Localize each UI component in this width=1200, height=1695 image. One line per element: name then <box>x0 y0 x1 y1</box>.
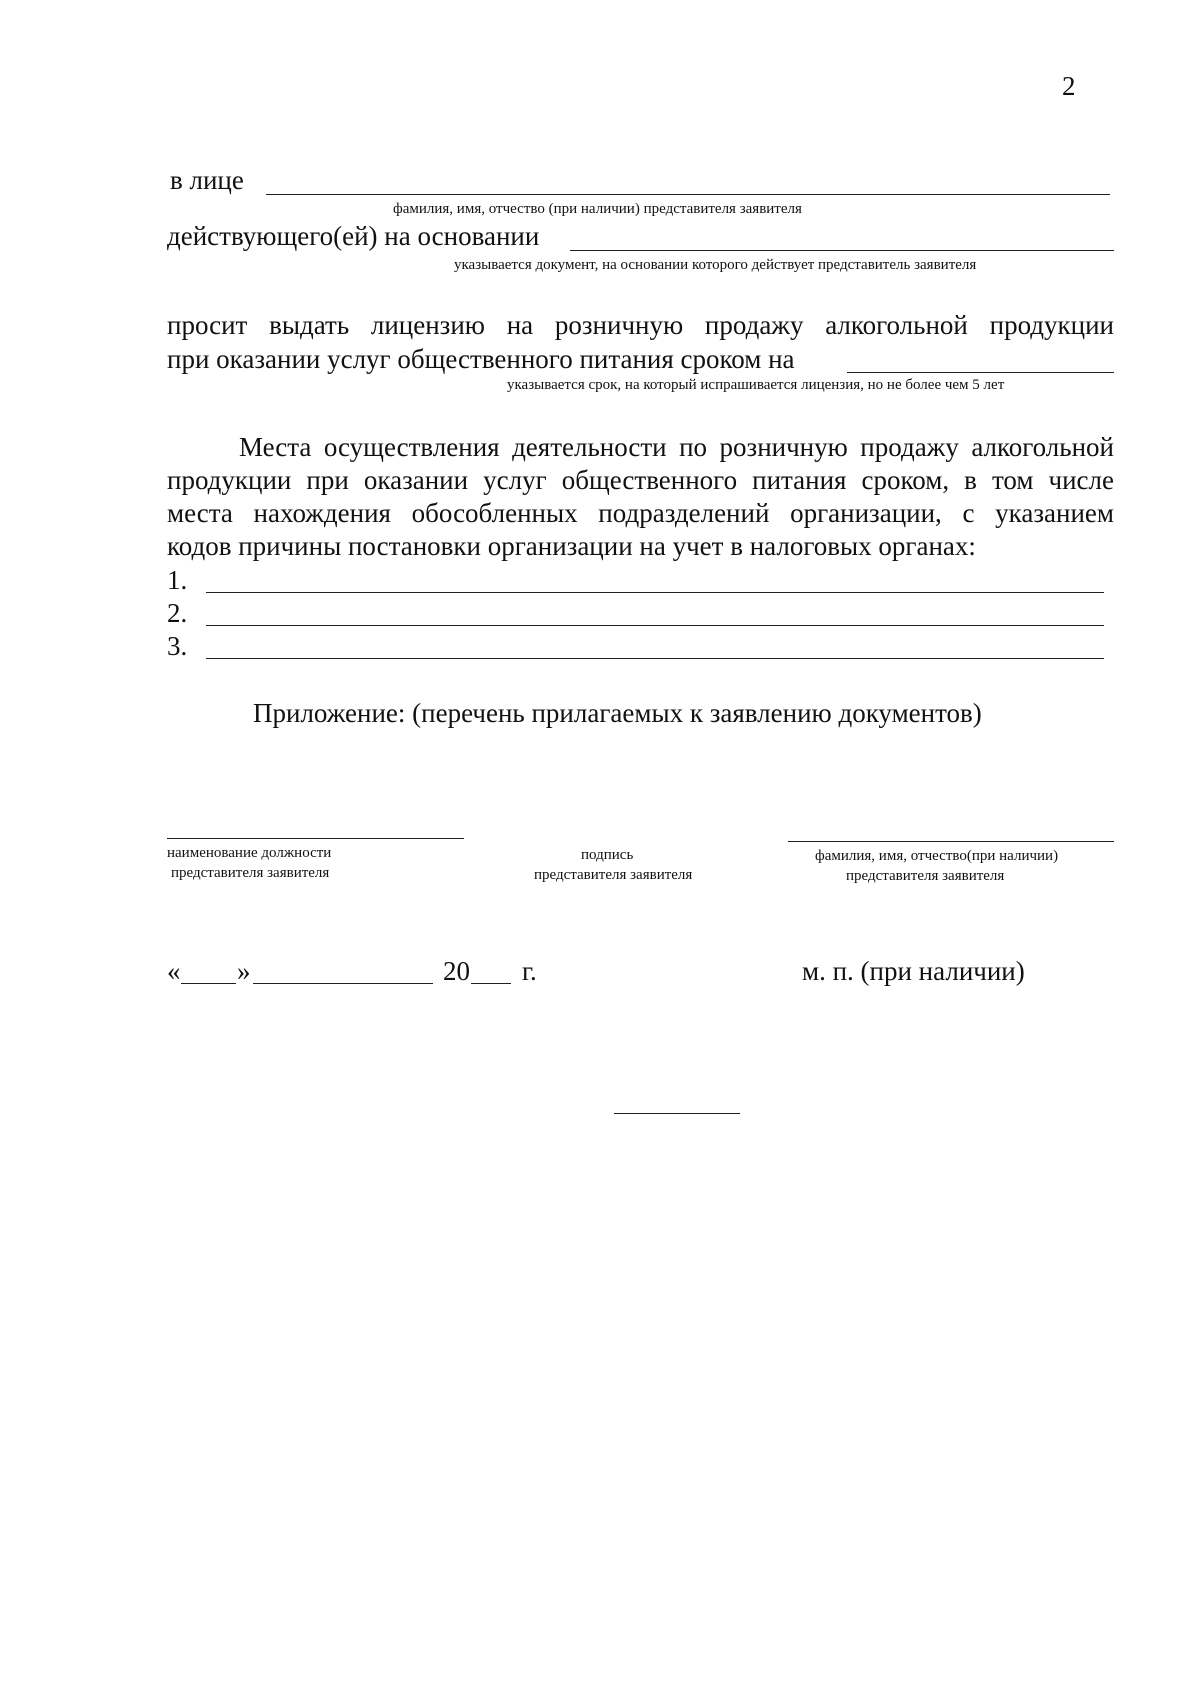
basis-field-line[interactable] <box>570 250 1114 251</box>
date-open-quote: « <box>167 956 181 986</box>
place-item-line[interactable] <box>206 625 1104 626</box>
year-suffix: г. <box>522 956 537 986</box>
day-field-line[interactable] <box>181 983 236 984</box>
page-number: 2 <box>1062 71 1076 101</box>
month-field-line[interactable] <box>253 983 433 984</box>
place-item-number: 3. <box>167 631 188 661</box>
stamp-label: м. п. (при наличии) <box>802 956 1025 986</box>
appendix-text: Приложение: (перечень прилагаемых к заявлению документов) <box>253 698 982 728</box>
representative-field-line[interactable] <box>266 194 1110 195</box>
place-item-line[interactable] <box>206 592 1104 593</box>
signature-caption: подпись <box>581 847 634 863</box>
term-hint: указывается срок, на который испрашивается лицензия, но не более чем 5 лет <box>507 377 1005 393</box>
places-line-2: продукции при оказании услуг общественного питания сроком, в том числе <box>167 465 1114 495</box>
term-field-line[interactable] <box>847 372 1114 373</box>
basis-label: действующего(ей) на основании <box>167 221 540 251</box>
name-field-line[interactable] <box>788 841 1114 842</box>
place-item-number: 1. <box>167 565 188 595</box>
places-line-4: кодов причины постановки организации на учет в налоговых органах: <box>167 531 976 561</box>
end-divider <box>614 1113 740 1114</box>
name-caption: представителя заявителя <box>846 868 1005 884</box>
places-line-3: места нахождения обособленных подразделений организации, с указанием <box>167 498 1114 528</box>
place-item-line[interactable] <box>206 658 1104 659</box>
year-prefix: 20 <box>443 956 470 986</box>
signature-caption: представителя заявителя <box>534 867 693 883</box>
position-caption: наименование должности <box>167 845 332 861</box>
basis-hint: указывается документ, на основании которого действует представитель заявителя <box>454 257 977 273</box>
places-line-1: Места осуществления деятельности по розничную продажу алкогольной <box>239 432 1114 462</box>
representative-hint: фамилия, имя, отчество (при наличии) представителя заявителя <box>393 201 802 217</box>
request-line-1: просит выдать лицензию на розничную продажу алкогольной продукции <box>167 310 1114 340</box>
position-caption: представителя заявителя <box>171 865 330 881</box>
request-line-2: при оказании услуг общественного питания сроком на <box>167 344 795 374</box>
place-item-number: 2. <box>167 598 188 628</box>
representative-label: в лице <box>170 165 244 195</box>
name-caption: фамилия, имя, отчество(при наличии) <box>815 848 1059 864</box>
date-close-quote: » <box>237 956 251 986</box>
position-field-line[interactable] <box>167 838 464 839</box>
year-field-line[interactable] <box>471 983 511 984</box>
